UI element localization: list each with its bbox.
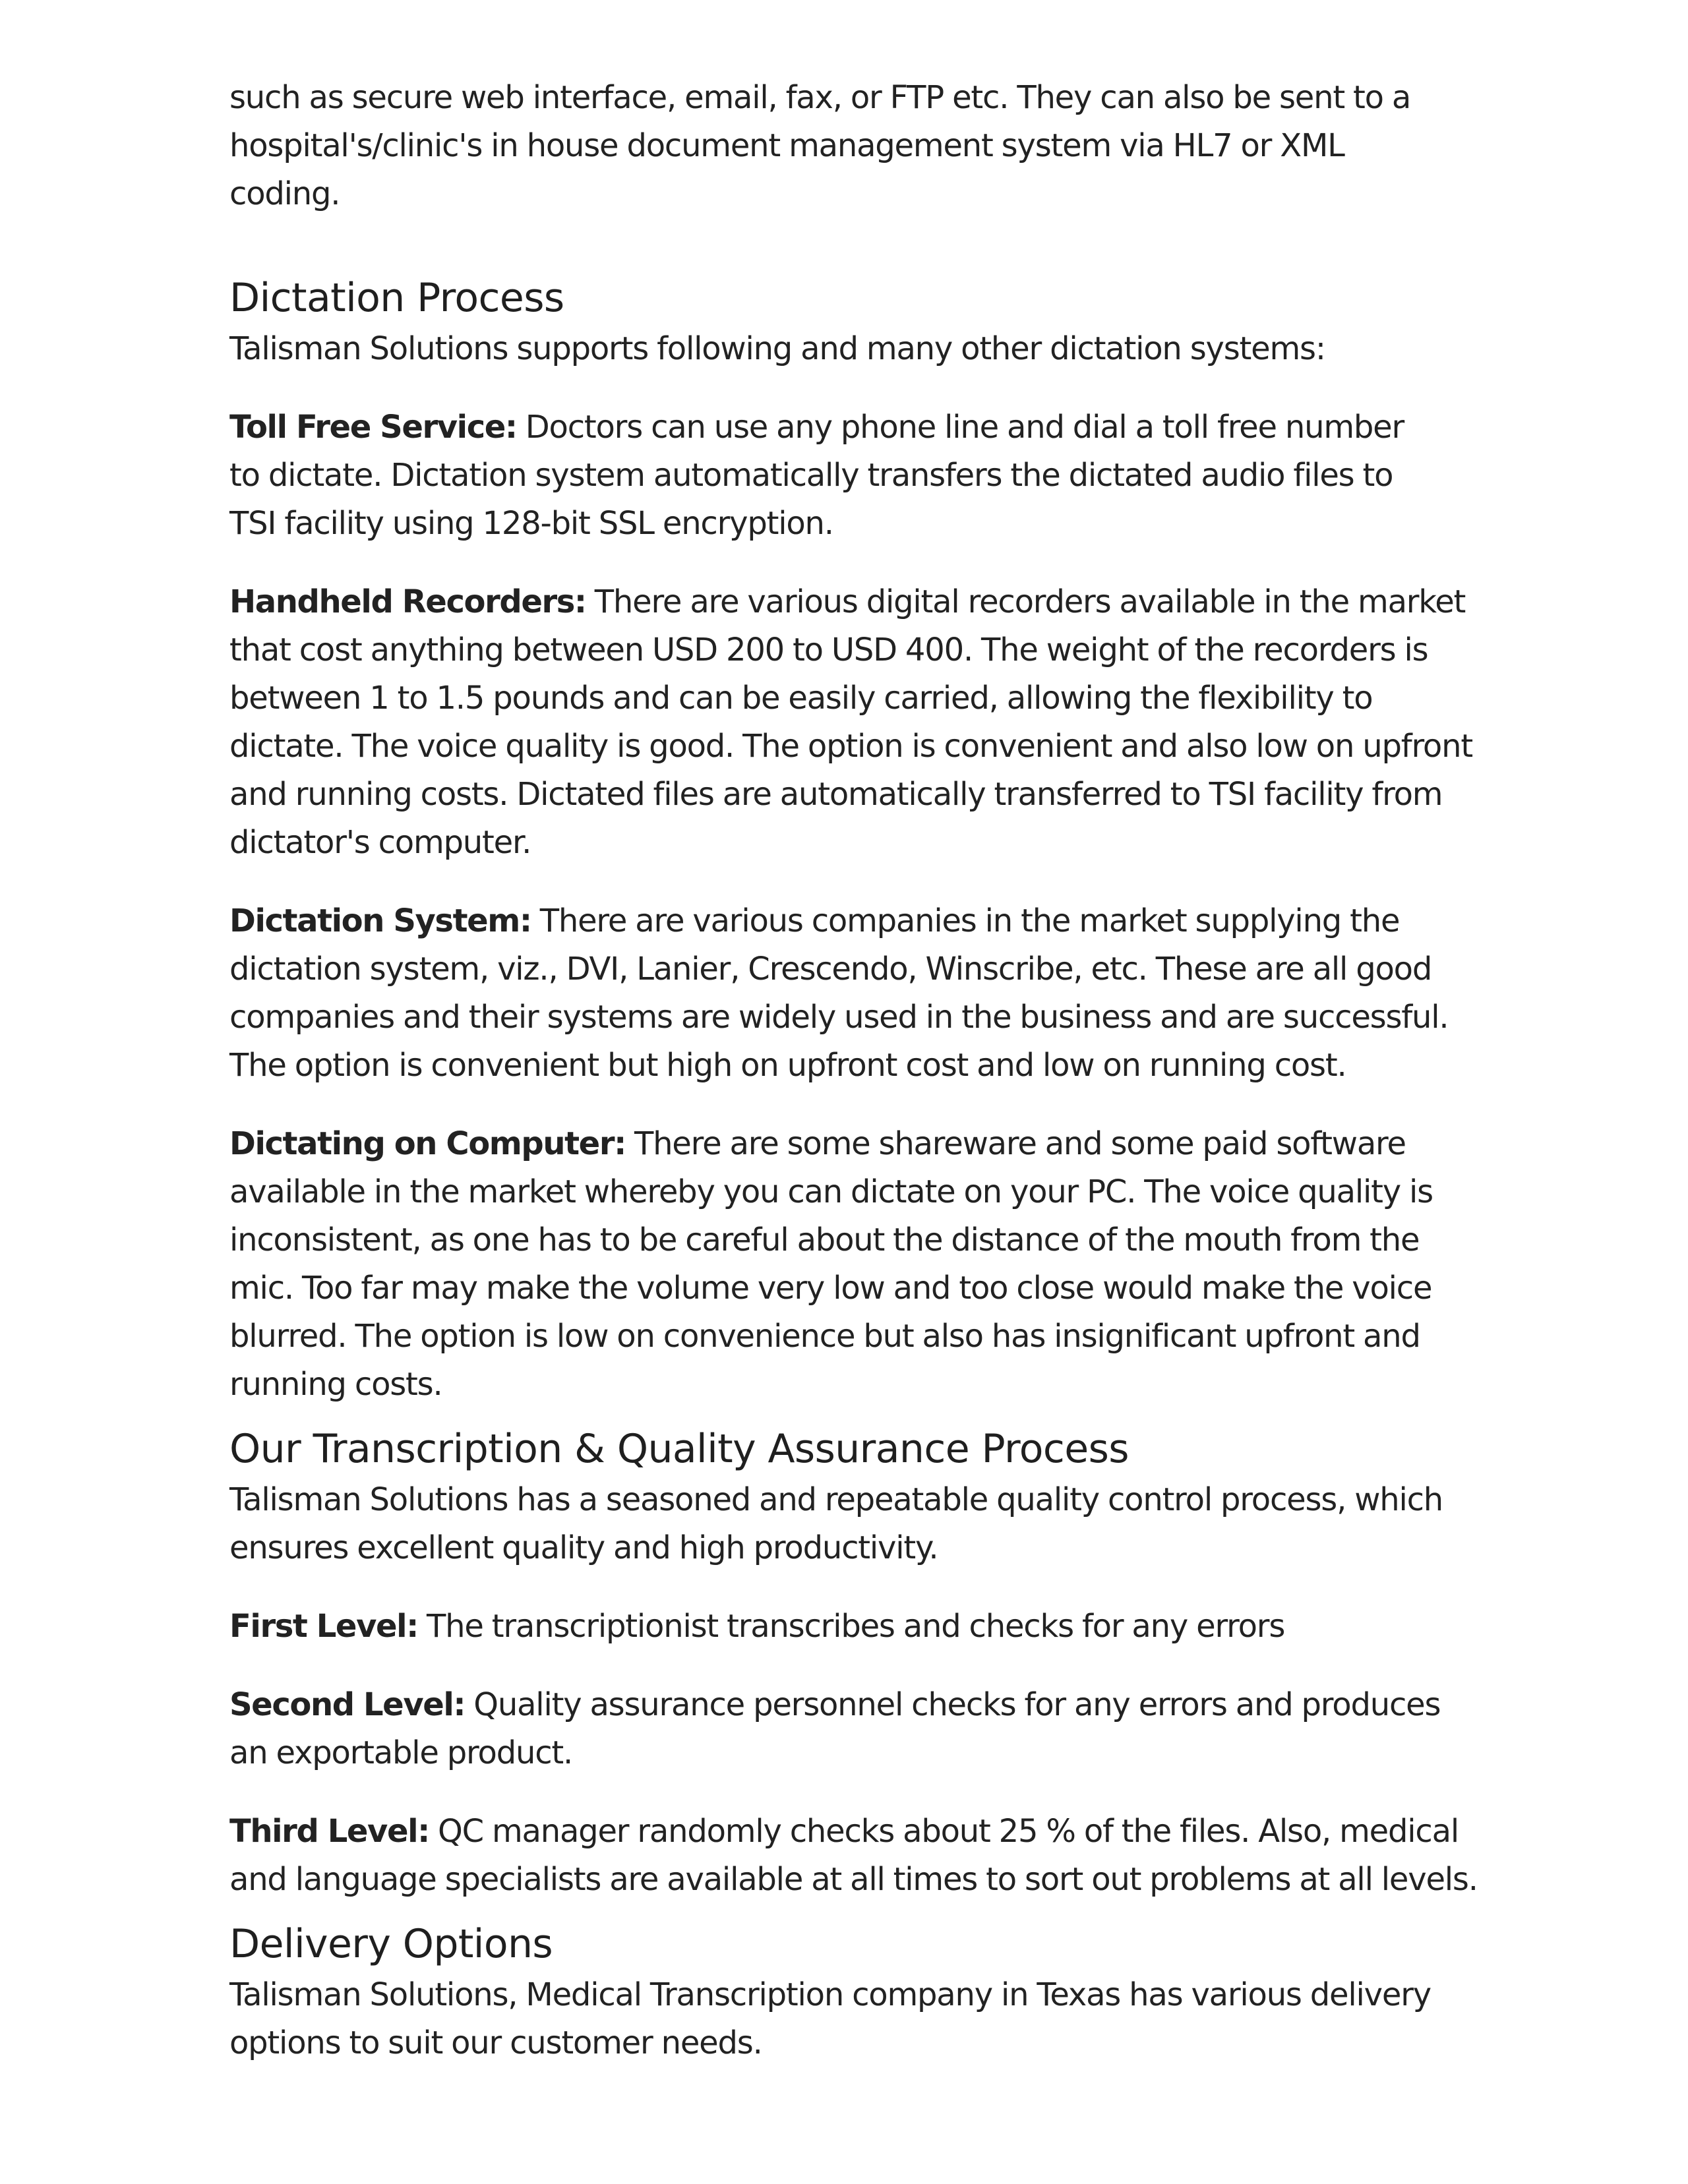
third-level-paragraph [229,1808,1482,1904]
dictation-process-heading: Dictation Process [229,275,564,321]
second-level-paragraph [229,1681,1449,1777]
dictation-process-lead: Talisman Solutions supports following and many other dictation systems: [229,330,1325,367]
second-level-term: Second Level: [229,1686,466,1723]
third-level-text: QC manager randomly checks about 25 % of the files. Also, medical and language specialists are available at all times to sort out problems at all levels. [229,1813,1478,1898]
dictating-on-computer-text: There are some shareware and some paid software available in the market whereby you can dictate on your PC. The voice quality is inconsistent, as one has to be careful about the distance of the mouth from the mic. Too far may make the volume very low and too close would make the voice blurred. The option is low on convenience but also has insignificant upfront and running costs. [229,1125,1433,1403]
toll-free-service-text: Doctors can use any phone line and dial a toll free number to dictate. Dictation system automatically transfers the dictated audio files to TSI facility using 128-bit SSL encryption. [229,409,1404,542]
delivery-options-heading: Delivery Options [229,1921,553,1967]
second-level-text: Quality assurance personnel checks for any errors and produces an exportable product. [229,1686,1441,1771]
first-level-text: The transcriptionist transcribes and checks for any errors [417,1608,1285,1645]
first-level-term: First Level: [229,1608,418,1645]
quality-assurance-lead: Talisman Solutions has a seasoned and repeatable quality control process, which ensures excellent quality and high productivity. [229,1481,1443,1566]
first-level-paragraph [229,1603,1482,1651]
dictation-system-paragraph [229,897,1469,1090]
delivery-options-lead: Talisman Solutions, Medical Transcription company in Texas has various delivery options to suit our customer needs. [229,1976,1431,2061]
quality-assurance-heading: Our Transcription & Quality Assurance Process [229,1426,1129,1472]
dictating-on-computer-paragraph [229,1120,1469,1409]
third-level-term: Third Level: [229,1813,429,1850]
dictation-system-text: There are various companies in the market supplying the dictation system, viz., DVI, Lanier, Crescendo, Winscribe, etc. These are all good companies and their systems are widely used in the business and are successful. The option is convenient but high on upfront cost and low on running cost. [229,902,1449,1084]
intro-paragraph: such as secure web interface, email, fax, or FTP etc. They can also be sent to a hospital's/clinic's in house document management system via HL7 or XML coding. [229,79,1411,212]
handheld-recorders-paragraph [229,578,1482,867]
document-page [229,74,1482,2067]
dictating-on-computer-term: Dictating on Computer: [229,1125,626,1162]
dictation-system-term: Dictation System: [229,902,531,939]
handheld-recorders-term: Handheld Recorders: [229,583,586,620]
handheld-recorders-text: There are various digital recorders available in the market that cost anything between USD 200 to USD 400. The weight of the recorders is between 1 to 1.5 pounds and can be easily carried, allowing the flexibility to dictate. The voice quality is good. The option is convenient and also low on upfront and running costs. Dictated files are automatically transferred to TSI facility from dictator's computer. [229,583,1472,861]
toll-free-service-paragraph [229,403,1430,548]
toll-free-service-term: Toll Free Service: [229,409,517,446]
